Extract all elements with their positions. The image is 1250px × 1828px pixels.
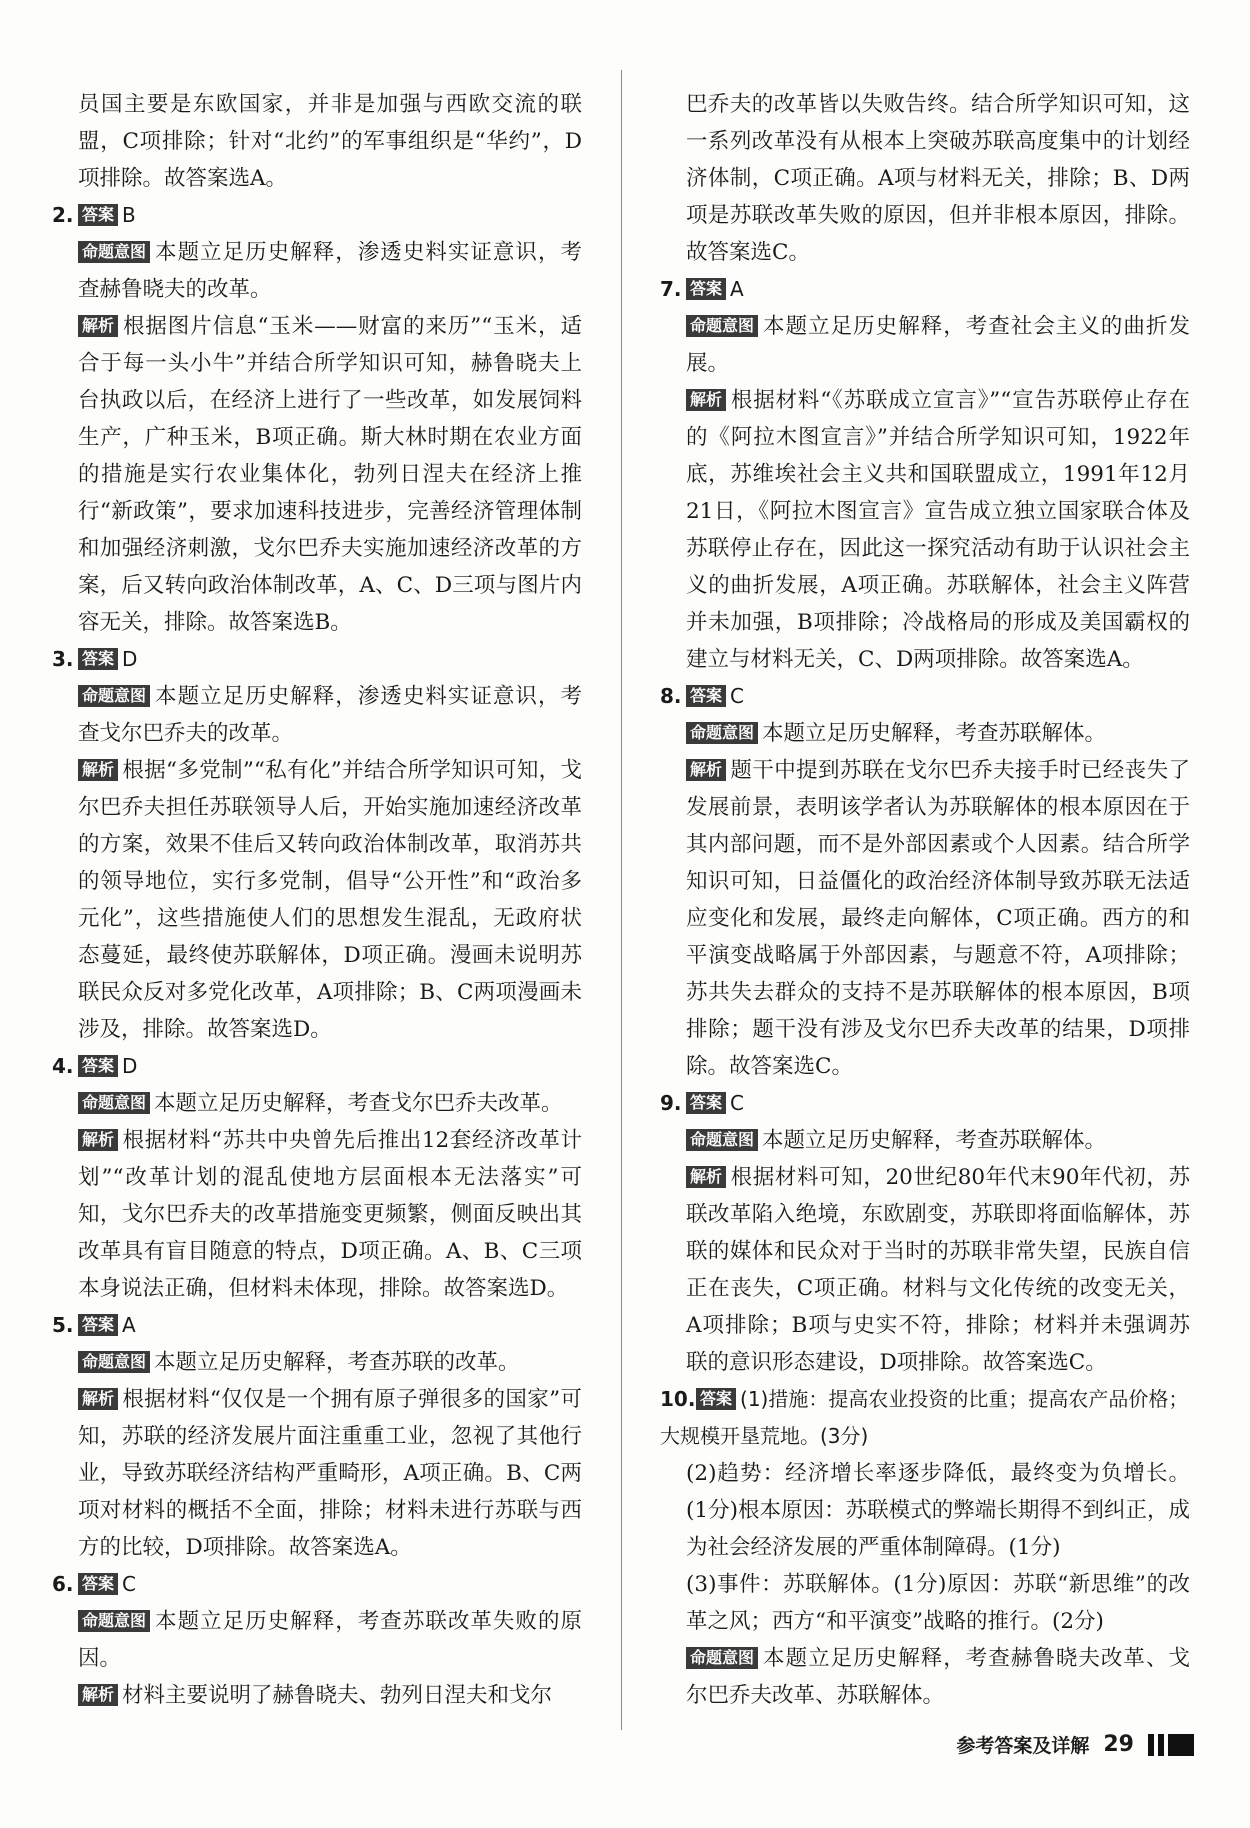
- continued-text: 员国主要是东欧国家，并非是加强与西欧交流的联盟，C项排除；针对“北约”的军事组织是“华约”，D项排除。故答案选A。: [78, 92, 582, 191]
- explanation-text: 题干中提到苏联在戈尔巴乔夫接手时已经丧失了发展前景，表明该学者认为苏联解体的根本原因在于其内部问题，而不是外部因素或个人因素。结合所学知识可知，日益僵化的政治经济体制导致苏联无法适应变化和发展，最终走向解体，C项正确。西方的和平演变战略属于外部因素，与题意不符，A项排除；苏共失去群众的支持不是苏联解体的根本原因，B项排除；题干没有涉及戈尔巴乔夫改革的结果，D项排除。故答案选C。: [686, 758, 1190, 1079]
- explanation-paragraph: [52, 1381, 582, 1566]
- explanation-paragraph: [52, 678, 582, 752]
- section-tag: 命题意图: [78, 1092, 150, 1114]
- section-tag: 命题意图: [78, 1351, 150, 1373]
- explanation-paragraph: [660, 715, 1190, 752]
- column-divider: [621, 70, 622, 1730]
- question-number: 10.: [660, 1387, 696, 1411]
- answer-value: A: [122, 1313, 136, 1337]
- answer-tag: 答案: [78, 1314, 118, 1336]
- explanation-text: 根据材料可知，20世纪80年代末90年代初，苏联改革陷入绝境，东欧剧变，苏联即将面临解体，苏联的媒体和民众对于当时的苏联非常失望，民族自信正在丧失，C项正确。材料与文化传统的改变无关，A项排除；B项与史实不符，排除；材料并未强调苏联的意识形态建设，D项排除。故答案选C。: [686, 1165, 1190, 1375]
- answer-value: B: [122, 203, 136, 227]
- answer-value: (1)措施：提高农业投资的比重；提高农产品价格；大规模开垦荒地。(3分): [660, 1387, 1189, 1448]
- section-tag: 命题意图: [686, 315, 758, 337]
- explanation-text: 本题立足历史解释，考查苏联解体。: [762, 1128, 1107, 1153]
- answer-value: C: [730, 684, 744, 708]
- section-tag: 解析: [78, 315, 118, 337]
- answer-value: C: [730, 1091, 744, 1115]
- question-number: 5.: [52, 1313, 74, 1337]
- continued-text: (3)事件：苏联解体。(1分)原因：苏联“新思维”的改革之风；西方“和平演变”战略的推行。(2分): [686, 1572, 1190, 1634]
- question-answer-line: [52, 1307, 582, 1344]
- section-tag: 命题意图: [686, 1129, 758, 1151]
- question-number: 3.: [52, 647, 74, 671]
- explanation-paragraph: [660, 1640, 1190, 1714]
- question-number: 2.: [52, 203, 74, 227]
- footer-title: 参考答案及详解: [956, 1735, 1090, 1757]
- question-answer-line: [52, 197, 582, 234]
- page-number: 29: [1103, 1732, 1134, 1757]
- continued-text: 巴乔夫的改革皆以失败告终。结合所学知识可知，这一系列改革没有从根本上突破苏联高度集中的计划经济体制，C项正确。A项与材料无关，排除；B、D两项是苏联改革失败的原因，但并非根本原因，排除。故答案选C。: [686, 92, 1190, 265]
- question-number: 7.: [660, 277, 682, 301]
- answer-value: A: [730, 277, 744, 301]
- section-tag: 命题意图: [78, 685, 150, 707]
- answer-tag: 答案: [686, 1092, 726, 1114]
- section-tag: 命题意图: [686, 722, 758, 744]
- explanation-paragraph: [52, 308, 582, 641]
- right-column: [660, 86, 1190, 1714]
- question-answer-line: [660, 678, 1190, 715]
- continued-text: (2)趋势：经济增长率逐步降低，最终变为负增长。(1分)根本原因：苏联模式的弊端长期得不到纠正，成为社会经济发展的严重体制障碍。(1分): [686, 1461, 1190, 1560]
- question-answer-line: [52, 641, 582, 678]
- page-footer: [956, 1731, 1194, 1758]
- section-tag: 解析: [686, 389, 726, 411]
- left-column: [52, 86, 582, 1714]
- answer-tag: 答案: [696, 1388, 736, 1410]
- section-tag: 解析: [78, 1388, 118, 1410]
- explanation-paragraph: [660, 1122, 1190, 1159]
- explanation-text: 本题立足历史解释，考查苏联的改革。: [154, 1350, 520, 1375]
- answer-tag: 答案: [686, 685, 726, 707]
- answer-value: C: [122, 1572, 136, 1596]
- explanation-paragraph: [660, 1159, 1190, 1381]
- explanation-text: 根据“多党制”“私有化”并结合所学知识可知，戈尔巴乔夫担任苏联领导人后，开始实施加速经济改革的方案，效果不佳后又转向政治体制改革，取消苏共的领导地位，实行多党制，倡导“公开性”和“政治多元化”，这些措施使人们的思想发生混乱，无政府状态蔓延，最终使苏联解体，D项正确。漫画未说明苏联民众反对多党化改革，A项排除；B、C两项漫画未涉及，排除。故答案选D。: [78, 758, 582, 1042]
- explanation-text: 本题立足历史解释，渗透史料实证意识，考查赫鲁晓夫的改革。: [78, 240, 582, 302]
- answer-tag: 答案: [686, 278, 726, 300]
- explanation-paragraph: [660, 308, 1190, 382]
- explanation-text: 根据材料“仅仅是一个拥有原子弹很多的国家”可知，苏联的经济发展片面注重重工业，忽视了其他行业，导致苏联经济结构严重畸形，A项正确。B、C两项对材料的概括不全面，排除；材料未进行苏联与西方的比较，D项排除。故答案选A。: [78, 1387, 582, 1560]
- explanation-text: 本题立足历史解释，考查戈尔巴乔夫改革。: [154, 1091, 563, 1116]
- explanation-paragraph: [52, 1603, 582, 1677]
- section-tag: 解析: [78, 759, 118, 781]
- question-answer-line: [660, 1381, 1190, 1455]
- section-tag: 解析: [78, 1129, 118, 1151]
- explanation-text: 本题立足历史解释，考查苏联解体。: [762, 721, 1107, 746]
- explanation-paragraph: [52, 1085, 582, 1122]
- question-number: 8.: [660, 684, 682, 708]
- explanation-paragraph: [52, 234, 582, 308]
- section-tag: 命题意图: [78, 1610, 150, 1632]
- question-answer-line: [52, 1566, 582, 1603]
- answer-value: D: [122, 1054, 138, 1078]
- question-number: 4.: [52, 1054, 74, 1078]
- question-answer-line: [660, 1085, 1190, 1122]
- explanation-text: 根据图片信息“玉米——财富的来历”“玉米，适合于每一头小牛”并结合所学知识可知，赫鲁晓夫上台执政以后，在经济上进行了一些改革，如发展饲料生产，广种玉米，B项正确。斯大林时期在农业方面的措施是实行农业集体化，勃列日涅夫在经济上推行“新政策”，要求加速科技进步，完善经济管理体制和加强经济刺激，戈尔巴乔夫实施加速经济改革的方案，后又转向政治体制改革，A、C、D三项与图片内容无关，排除。故答案选B。: [78, 314, 582, 635]
- answer-tag: 答案: [78, 648, 118, 670]
- question-number: 6.: [52, 1572, 74, 1596]
- answer-tag: 答案: [78, 204, 118, 226]
- explanation-paragraph: [660, 382, 1190, 678]
- answer-tag: 答案: [78, 1573, 118, 1595]
- explanation-text: 根据材料“《苏联成立宣言》”“宣告苏联停止存在的《阿拉木图宣言》”并结合所学知识可知，1922年底，苏维埃社会主义共和国联盟成立，1991年12月21日，《阿拉木图宣言》宣告成立独立国家联合体及苏联停止存在，因此这一探究活动有助于认识社会主义的曲折发展，A项正确。苏联解体，社会主义阵营并未加强，B项排除；冷战格局的形成及美国霸权的建立与材料无关，C、D两项排除。故答案选A。: [686, 388, 1190, 672]
- explanation-text: 本题立足历史解释，考查社会主义的曲折发展。: [686, 314, 1190, 376]
- explanation-paragraph: [52, 752, 582, 1048]
- explanation-text: 本题立足历史解释，考查苏联改革失败的原因。: [78, 1609, 582, 1671]
- explanation-paragraph: [52, 1344, 582, 1381]
- explanation-paragraph: [660, 752, 1190, 1085]
- question-number: 9.: [660, 1091, 682, 1115]
- explanation-paragraph: [52, 1122, 582, 1307]
- explanation-text: 本题立足历史解释，渗透史料实证意识，考查戈尔巴乔夫的改革。: [78, 684, 582, 746]
- explanation-text: 材料主要说明了赫鲁晓夫、勃列日涅夫和戈尔: [122, 1683, 553, 1708]
- answer-value: D: [122, 647, 138, 671]
- explanation-text: 本题立足历史解释，考查赫鲁晓夫改革、戈尔巴乔夫改革、苏联解体。: [686, 1646, 1190, 1708]
- section-tag: 解析: [686, 759, 726, 781]
- answer-tag: 答案: [78, 1055, 118, 1077]
- section-tag: 命题意图: [78, 241, 150, 263]
- question-answer-line: [660, 271, 1190, 308]
- question-answer-line: [52, 1048, 582, 1085]
- section-tag: 命题意图: [686, 1647, 758, 1669]
- section-tag: 解析: [686, 1166, 726, 1188]
- footer-bars-icon: [1148, 1734, 1194, 1756]
- section-tag: 解析: [78, 1684, 118, 1706]
- explanation-text: 根据材料“苏共中央曾先后推出12套经济改革计划”“改革计划的混乱使地方层面根本无法落实”可知，戈尔巴乔夫的改革措施变更频繁，侧面反映出其改革具有盲目随意的特点，D项正确。A、B、C三项本身说法正确，但材料未体现，排除。故答案选D。: [78, 1128, 582, 1301]
- explanation-paragraph: [52, 1677, 582, 1714]
